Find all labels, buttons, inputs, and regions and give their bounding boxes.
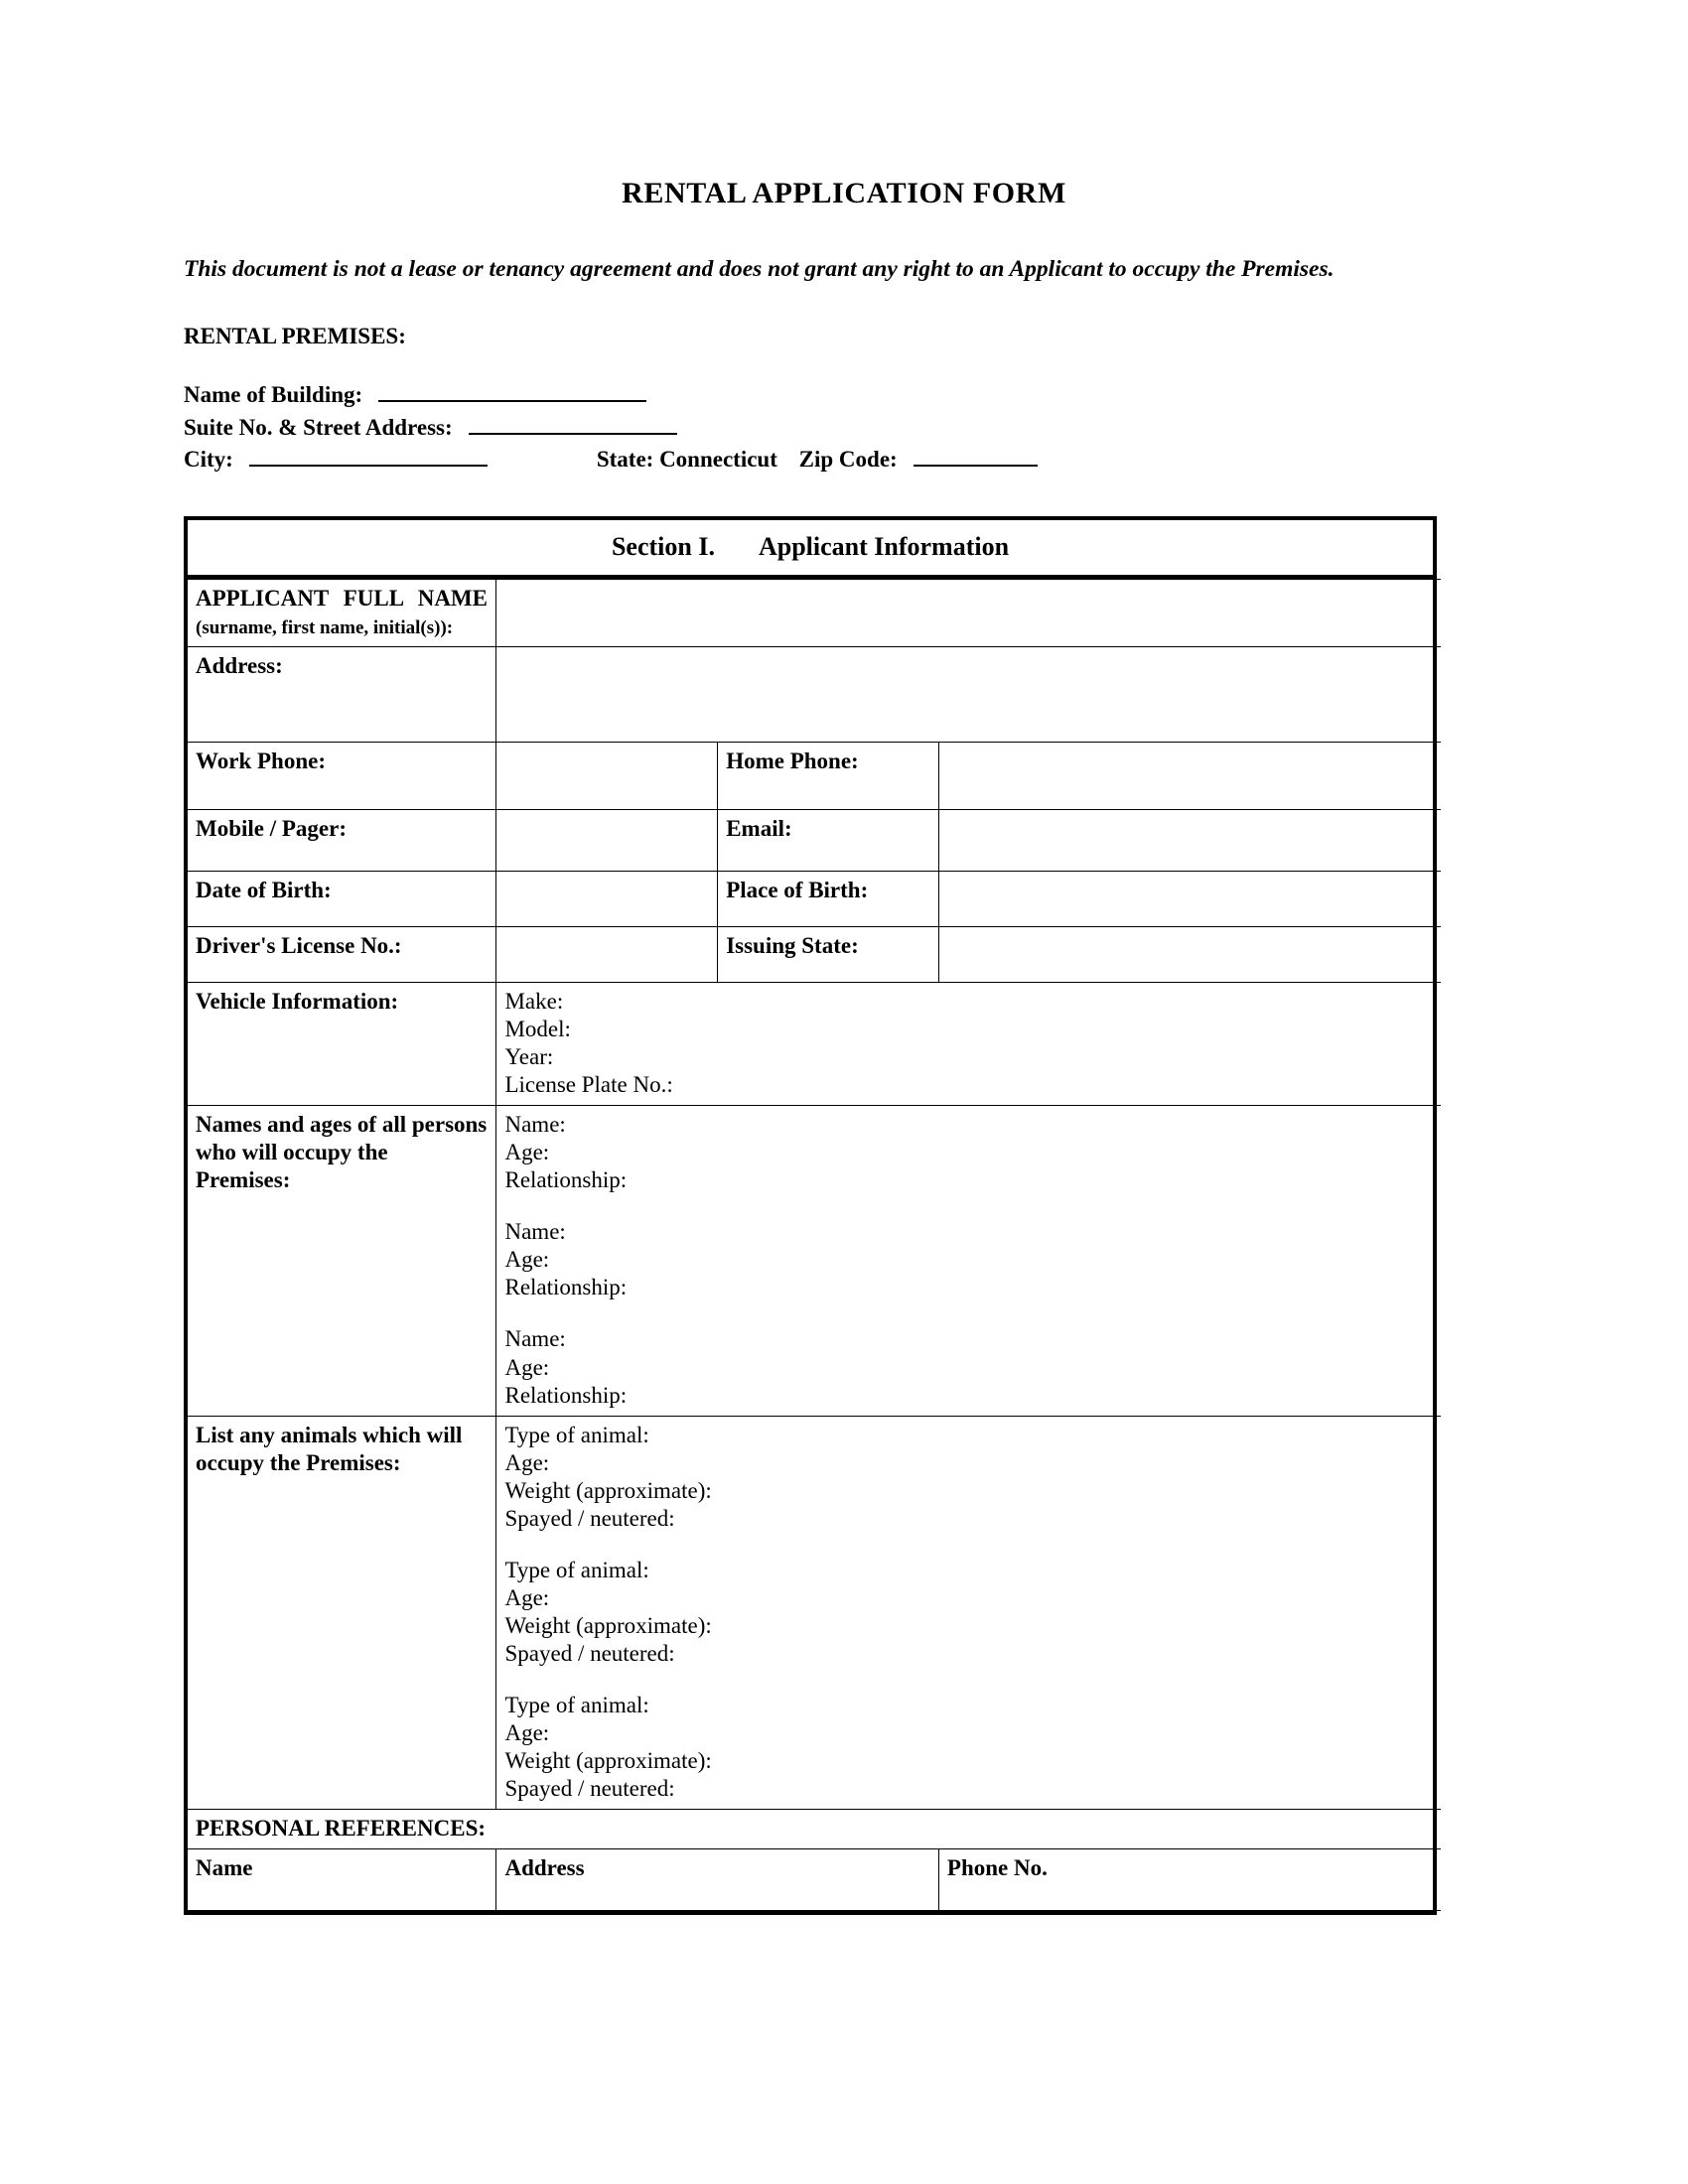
spacer xyxy=(504,1533,1433,1557)
occupants-label-cell xyxy=(188,1106,496,1416)
email-label: Email: xyxy=(726,816,792,842)
drivers-license-label-cell xyxy=(188,927,496,983)
rental-premises-fields xyxy=(184,379,1504,477)
table-row-mobile-email xyxy=(188,810,1441,872)
occupant-2-age-label: Age: xyxy=(504,1247,550,1273)
city-state-zip-row xyxy=(184,444,1504,477)
issuing-state-label: Issuing State: xyxy=(726,933,859,959)
work-phone-label: Work Phone: xyxy=(196,749,326,774)
personal-references-label: PERSONAL REFERENCES: xyxy=(196,1816,487,1842)
building-name-label: Name of Building: xyxy=(184,381,363,407)
email-label-cell xyxy=(718,810,939,872)
occupants-input-cell[interactable] xyxy=(496,1106,1441,1416)
street-address-row xyxy=(184,412,1504,445)
city-label: City: xyxy=(184,447,233,473)
occupant-2-name-label: Name: xyxy=(504,1219,566,1245)
home-phone-label: Home Phone: xyxy=(726,749,859,774)
table-row-phones xyxy=(188,743,1441,810)
date-of-birth-label-cell xyxy=(188,872,496,927)
occupant-1-name-label: Name: xyxy=(504,1112,566,1138)
animal-1-spayed-label: Spayed / neutered: xyxy=(504,1505,675,1531)
animal-1-age-label: Age: xyxy=(504,1449,550,1475)
table-row-full-name xyxy=(188,579,1441,646)
occupant-3-age-label: Age: xyxy=(504,1354,550,1380)
occupant-1-age-label: Age: xyxy=(504,1140,550,1165)
page-title: RENTAL APPLICATION FORM xyxy=(622,177,1066,209)
reference-phone-header: Phone No. xyxy=(946,1855,1048,1881)
animal-1-weight-label: Weight (approximate): xyxy=(504,1477,712,1503)
address-input[interactable] xyxy=(496,647,1441,743)
mobile-pager-label: Mobile / Pager: xyxy=(196,816,348,842)
place-of-birth-label: Place of Birth: xyxy=(726,878,869,903)
reference-phone-header-cell xyxy=(938,1849,1441,1911)
table-row-license xyxy=(188,927,1441,983)
reference-address-header: Address xyxy=(504,1855,585,1881)
applicant-information-section xyxy=(184,516,1437,1915)
building-name-row xyxy=(184,379,1504,412)
applicant-information-table xyxy=(188,579,1441,1911)
date-of-birth-label: Date of Birth: xyxy=(196,878,332,903)
issuing-state-label-cell xyxy=(718,927,939,983)
section-number: Section I. xyxy=(611,531,715,561)
issuing-state-input[interactable] xyxy=(938,927,1441,983)
animals-label-cell xyxy=(188,1416,496,1810)
reference-name-header: Name xyxy=(196,1855,253,1881)
animal-2-age-label: Age: xyxy=(504,1584,550,1610)
occupant-2-relationship-label: Relationship: xyxy=(504,1275,628,1300)
animal-3-weight-label: Weight (approximate): xyxy=(504,1748,712,1774)
street-address-label: Suite No. & Street Address: xyxy=(184,414,453,440)
mobile-pager-input[interactable] xyxy=(496,810,718,872)
state-label: State: xyxy=(596,447,654,473)
vehicle-input-cell[interactable] xyxy=(496,983,1441,1106)
table-row-personal-references xyxy=(188,1810,1441,1849)
street-address-input[interactable] xyxy=(469,433,677,435)
animal-2-weight-label: Weight (approximate): xyxy=(504,1612,712,1638)
applicant-full-name-label: APPLICANT FULL NAME xyxy=(196,585,488,611)
occupant-1-relationship-label: Relationship: xyxy=(504,1167,628,1193)
animal-2-spayed-label: Spayed / neutered: xyxy=(504,1640,675,1666)
occupant-3-name-label: Name: xyxy=(504,1326,566,1352)
zip-input[interactable] xyxy=(914,465,1038,467)
animal-3-spayed-label: Spayed / neutered: xyxy=(504,1776,675,1802)
vehicle-information-label: Vehicle Information: xyxy=(196,989,399,1015)
drivers-license-label: Driver's License No.: xyxy=(196,933,402,959)
address-label-cell xyxy=(188,647,496,743)
occupants-label: Names and ages of all persons who will occupy the Premises: xyxy=(196,1112,488,1193)
table-row-occupants xyxy=(188,1106,1441,1416)
vehicle-label-cell xyxy=(188,983,496,1106)
mobile-pager-label-cell xyxy=(188,810,496,872)
animals-label: List any animals which will occupy the Premises: xyxy=(196,1422,463,1475)
place-of-birth-label-cell xyxy=(718,872,939,927)
section-header xyxy=(188,520,1433,579)
document-content xyxy=(184,177,1504,1915)
spacer xyxy=(504,1194,1433,1218)
personal-references-cell xyxy=(188,1810,1441,1849)
date-of-birth-input[interactable] xyxy=(496,872,718,927)
animals-input-cell[interactable] xyxy=(496,1416,1441,1810)
section-name: Applicant Information xyxy=(758,531,1010,561)
reference-name-header-cell xyxy=(188,1849,496,1911)
city-input[interactable] xyxy=(249,465,488,467)
applicant-full-name-sublabel: (surname, first name, initial(s)): xyxy=(196,616,454,638)
building-name-input[interactable] xyxy=(378,400,646,402)
reference-address-header-cell xyxy=(496,1849,938,1911)
address-label: Address: xyxy=(196,653,283,679)
work-phone-label-cell xyxy=(188,743,496,810)
animal-3-age-label: Age: xyxy=(504,1720,550,1746)
animal-3-type-label: Type of animal: xyxy=(504,1693,649,1717)
animal-1-type-label: Type of animal: xyxy=(504,1422,649,1447)
work-phone-input[interactable] xyxy=(496,743,718,810)
home-phone-label-cell xyxy=(718,743,939,810)
occupant-3-relationship-label: Relationship: xyxy=(504,1382,628,1408)
vehicle-year-label: Year: xyxy=(504,1044,554,1070)
home-phone-input[interactable] xyxy=(938,743,1441,810)
table-row-birth xyxy=(188,872,1441,927)
spacer xyxy=(504,1301,1433,1325)
vehicle-plate-label: License Plate No.: xyxy=(504,1072,673,1098)
table-row-reference-headers xyxy=(188,1849,1441,1911)
zip-label: Zip Code: xyxy=(798,447,898,473)
animal-2-type-label: Type of animal: xyxy=(504,1557,649,1582)
table-row-vehicle xyxy=(188,983,1441,1106)
intro-paragraph: This document is not a lease or tenancy agreement and does not grant any right to an Applicant to occupy the Premises. xyxy=(184,256,1335,282)
vehicle-make-label: Make: xyxy=(504,989,564,1015)
table-row-animals xyxy=(188,1416,1441,1810)
applicant-full-name-input[interactable] xyxy=(496,579,1441,646)
place-of-birth-input[interactable] xyxy=(938,872,1441,927)
vehicle-model-label: Model: xyxy=(504,1017,571,1042)
table-row-address xyxy=(188,647,1441,743)
email-input[interactable] xyxy=(938,810,1441,872)
spacer xyxy=(504,1668,1433,1692)
rental-premises-heading: RENTAL PREMISES: xyxy=(184,323,406,348)
state-value: Connecticut xyxy=(659,447,777,473)
full-name-label-cell xyxy=(188,579,496,646)
drivers-license-input[interactable] xyxy=(496,927,718,983)
